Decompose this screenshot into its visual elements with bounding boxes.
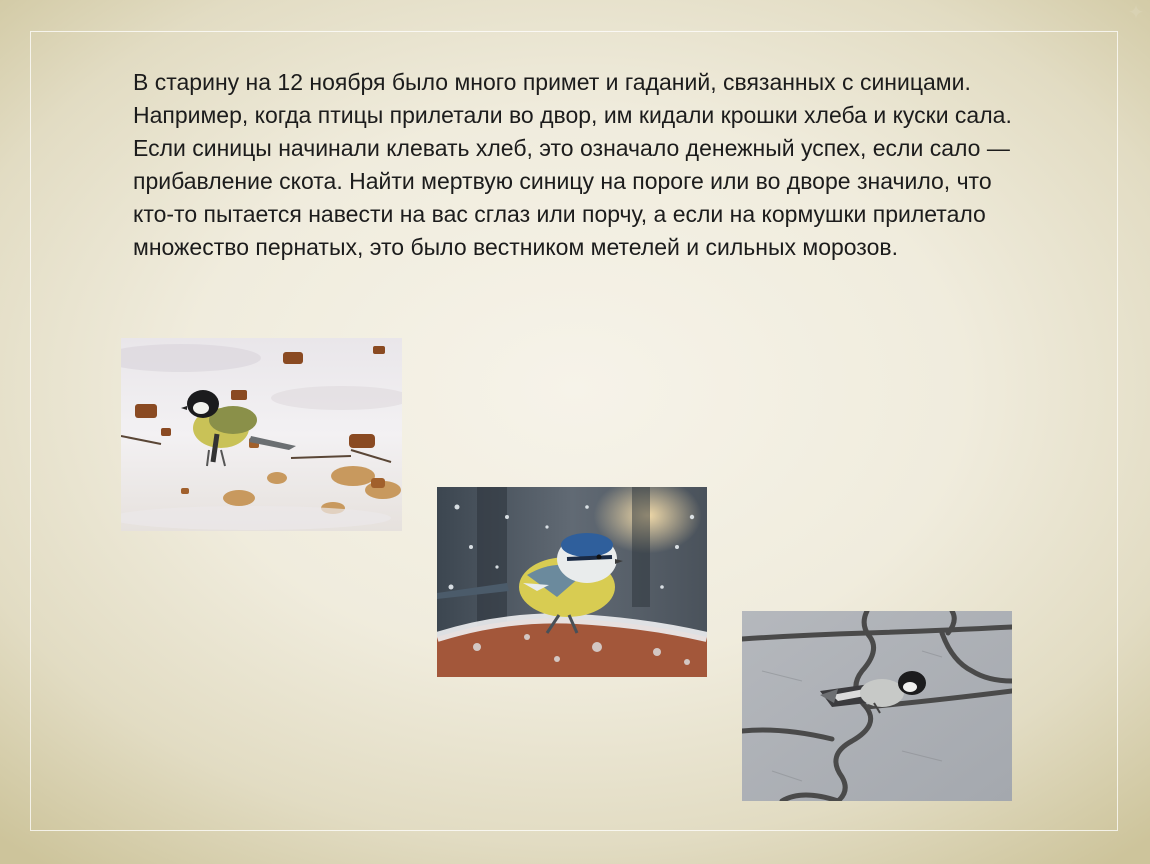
photo-blue-tit-branch (437, 487, 707, 677)
slide-paragraph: В старину на 12 ноября было много примет и гаданий, связанных с синицами. Например, когда птицы прилетали во двор, им кидали крошки хлеба и куски сала. Если синицы начинали клевать хлеб, это означало денежный успех, если сало — прибавление скота. Найти мертвую синицу на пороге или во дворе значило, что кто-то пытается навести на вас сглаз или порчу, а если на кормушки прилетало множество пернатых, это было вестником метелей и сильных морозов. (133, 69, 1012, 260)
star-icon: ✦ (1127, 2, 1145, 24)
photo-dead-tit-pavement (742, 611, 1012, 801)
photo-great-tit-snow (121, 338, 402, 531)
